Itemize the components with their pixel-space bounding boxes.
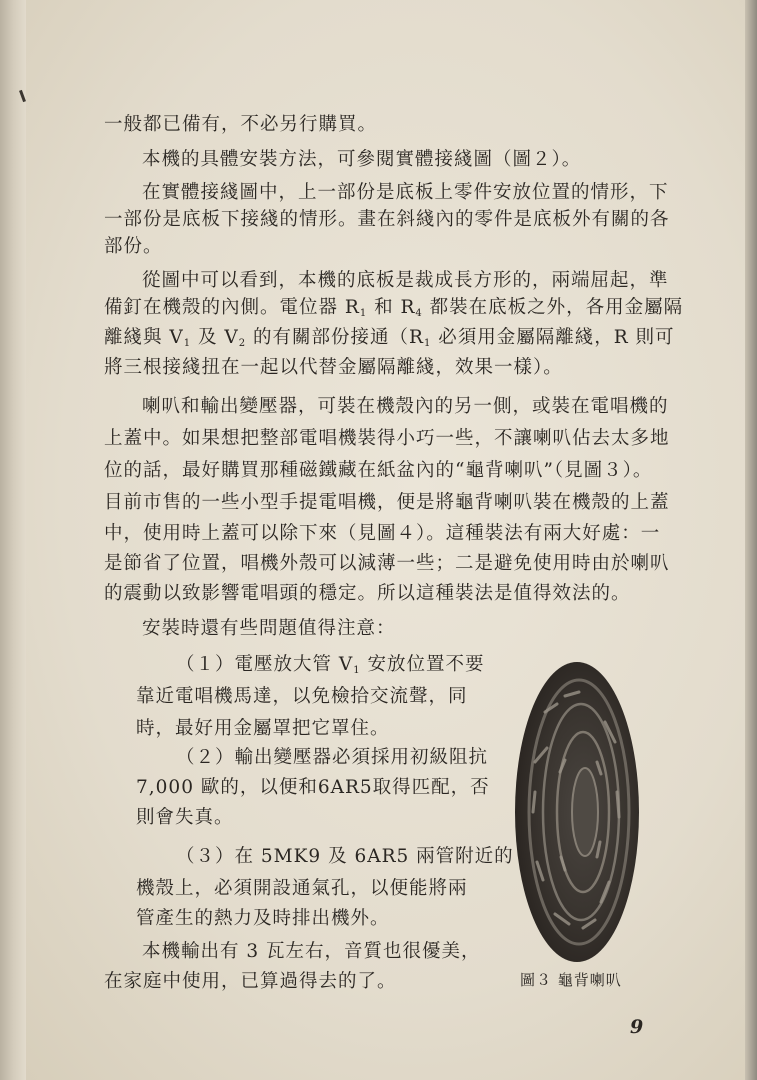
list-item-line: （１）電壓放大管 $V_1$ 安放位置不要 [176, 654, 485, 676]
text-line: 安裝時還有些問題值得注意： [142, 618, 396, 639]
text-line: 本機輸出有 3 瓦左右，音質也很優美， [142, 941, 481, 962]
text-line: 部份。 [104, 236, 163, 257]
list-item-line: 機殼上，必須開設通氣孔，以便能將兩 [136, 878, 468, 899]
text-line: 備釘在機殼的內側。電位器 $R_1$ 和 $R_4$ 都裝在底板之外，各用金屬隔 [104, 297, 684, 319]
text-line: 一部份是底板下接綫的情形。畫在斜綫內的零件是底板外有關的各 [104, 209, 670, 230]
text-line: 上蓋中。如果想把整部電唱機裝得小巧一些，不讓喇叭佔去太多地 [104, 428, 670, 449]
page-edge-shadow [745, 0, 757, 1080]
list-item-line: 管產生的熱力及時排出機外。 [136, 908, 390, 929]
text-line: 離綫與 $V_1$ 及 $V_2$ 的有關部份接通（$R_1$ 必須用金屬隔離綫，R 則可 [104, 327, 675, 349]
text-line: 一般都已備有，不必另行購買。 [104, 114, 378, 135]
text-line: 在實體接綫圖中，上一部份是底板上零件安放位置的情形，下 [142, 182, 669, 203]
text-line: 將三根接綫扭在一起以代替金屬隔離綫，效果一樣）。 [104, 357, 563, 378]
list-item-line: 則會失真。 [136, 807, 234, 828]
text-line: 是節省了位置，唱機外殼可以減薄一些；二是避免使用時由於喇叭 [104, 553, 670, 574]
list-item-line: （２）輸出變壓器必須採用初級阻抗 [176, 747, 489, 768]
figure-caption: 圖３ 龜背喇叭 [520, 971, 622, 989]
text-line: 本機的具體安裝方法，可參閱實體接綫圖（圖２）。 [142, 149, 582, 170]
text-line: 在家庭中使用，已算過得去的了。 [104, 971, 397, 992]
text-line: 從圖中可以看到，本機的底板是裁成長方形的，兩端屈起，準 [142, 270, 669, 291]
list-item-line: （３）在 5MK9 及 6AR5 兩管附近的 [176, 846, 514, 867]
book-spine [0, 0, 26, 1080]
text-line: 中，使用時上蓋可以除下來（見圖４）。這種裝法有兩大好處：一 [104, 523, 661, 544]
turtle-back-speaker-icon [505, 652, 645, 970]
text-line: 喇叭和輸出變壓器，可裝在機殼內的另一側，或裝在電唱機的 [142, 396, 669, 417]
text-line: 位的話，最好購買那種磁鐵藏在紙盆內的“龜背喇叭”（見圖３）。 [104, 460, 653, 481]
list-item-line: 靠近電唱機馬達，以免檢拾交流聲，同 [136, 686, 468, 707]
list-item-line: 7,000 歐的，以便和6AR5取得匹配，否 [136, 777, 490, 798]
text-line: 的震動以致影響電唱頭的穩定。所以這種裝法是值得效法的。 [104, 583, 631, 604]
page-number: 9 [630, 1016, 644, 1038]
text-line: 目前市售的一些小型手提電唱機，便是將龜背喇叭裝在機殼的上蓋 [104, 492, 670, 513]
list-item-line: 時，最好用金屬罩把它罩住。 [136, 718, 390, 739]
